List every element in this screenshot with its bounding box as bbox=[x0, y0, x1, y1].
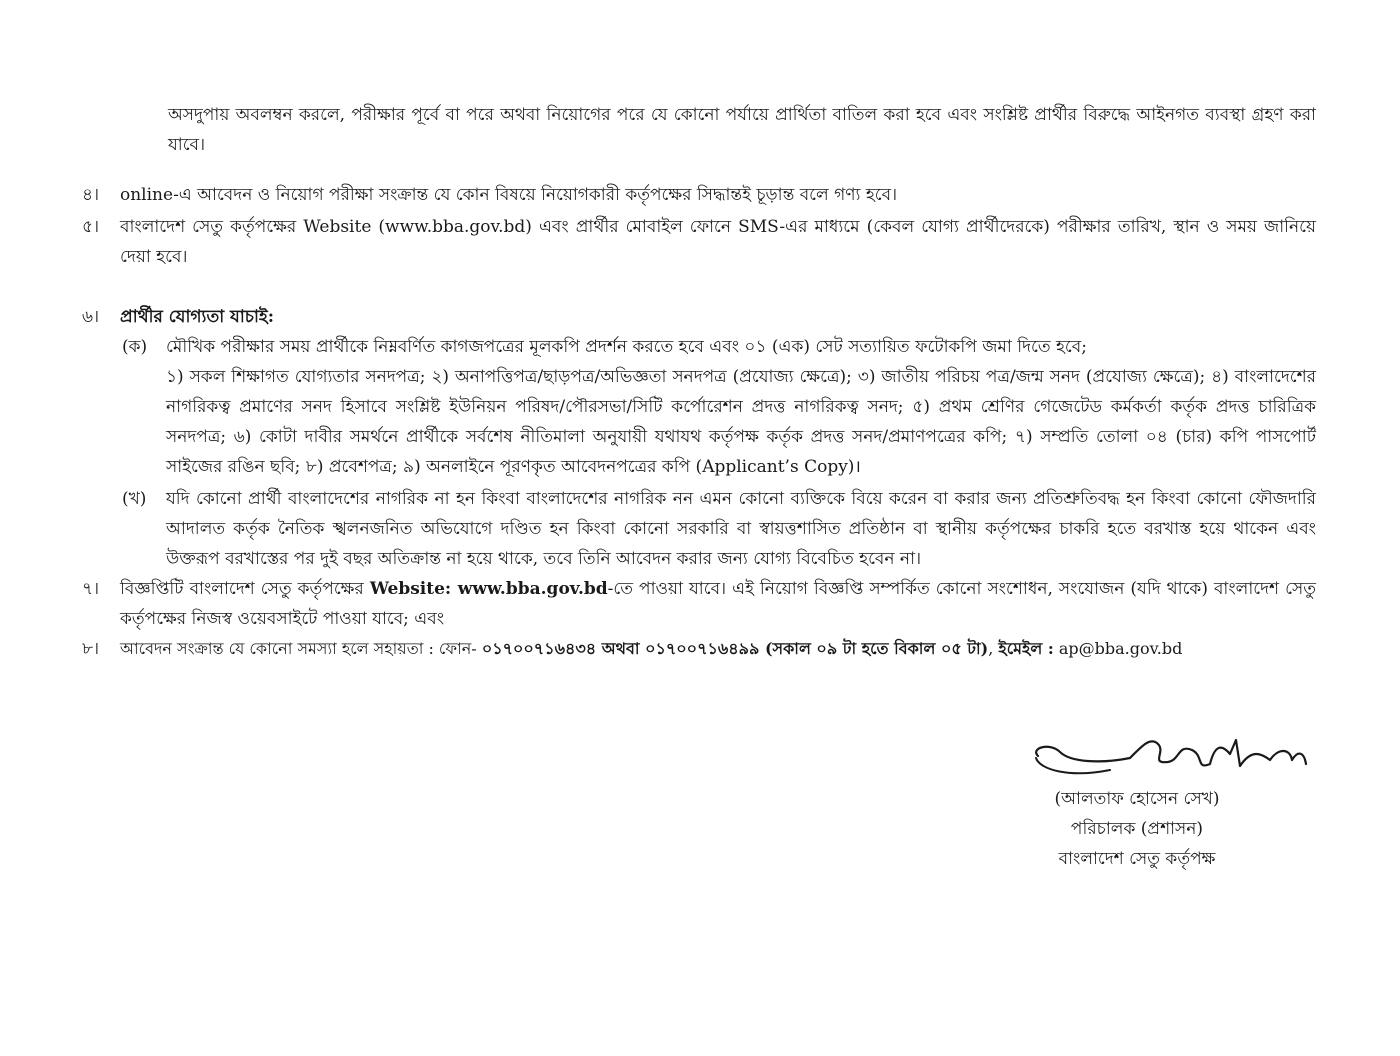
item-4-number: ৪। bbox=[82, 185, 100, 205]
item-8-text-a: আবেদন সংক্রান্ত যে কোনো সমস্যা হলে সহায়তা : ফোন- bbox=[120, 639, 482, 658]
item-6-heading: প্রার্থীর যোগ্যতা যাচাই: bbox=[120, 307, 275, 327]
item-7-website: Website: www.bba.gov.bd bbox=[369, 579, 608, 599]
item-5-number: ৫। bbox=[82, 217, 100, 237]
item-5-text: বাংলাদেশ সেতু কর্তৃপক্ষের Website (www.bba.gov.bd) এবং প্রার্থীর মোবাইল ফোনে SMS-এর মাধ্যমে (কেবল যোগ্য প্রার্থীদেরকে) পরীক্ষার তারিখ, স্থান ও সময় জানিয়ে দেয়া হবে। bbox=[120, 217, 1316, 267]
signatory-office: বাংলাদেশ সেতু কর্তৃপক্ষ bbox=[1058, 849, 1216, 869]
sub-item-kha-text: যদি কোনো প্রার্থী বাংলাদেশের নাগরিক না হন কিংবা বাংলাদেশের নাগরিক নন এমন কোনো ব্যক্তিকে বিয়ে করেন বা করার জন্য প্রতিশ্রুতিবদ্ধ হন কিংবা কোনো ফৌজদারি আদালত কর্তৃক নৈতিক স্খলনজনিত অভিযোগে দণ্ডিত হন কিংবা কোনো সরকারি বা স্বায়ত্তশাসিত প্রতিষ্ঠান বা স্থানীয় কর্তৃপক্ষের চাকরি হতে বরখাস্ত হয়ে থাকেন এবং উক্তরূপ বরখাস্তের পর দুই বছর অতিক্রান্ত না হয়ে থাকে, তবে তিনি আবেদন করার জন্য যোগ্য বিবেচিত হবেন না। bbox=[166, 489, 1316, 569]
item-7-text-c: -তে পাওয়া যাবে। এই নিয়োগ বিজ্ঞপ্তি সম্পর্কিত কোনো সংশোধন, সংযোজন (যদি থাকে) বাংলাদেশ সেতু কর্তৃপক্ষের নিজস্ব ওয়েবসাইটে পাওয়া যাবে; এবং bbox=[120, 579, 1317, 629]
item-4-text: online-এ আবেদন ও নিয়োগ পরীক্ষা সংক্রান্ত যে কোন বিষয়ে নিয়োগকারী কর্তৃপক্ষের সিদ্ধান্তই চূড়ান্ত বলে গণ্য হবে। bbox=[120, 185, 898, 205]
handwritten-signature bbox=[1000, 718, 1340, 788]
item-8-email-label: ইমেইল : bbox=[998, 639, 1054, 658]
sub-item-ka-label: (ক) bbox=[122, 337, 148, 357]
item-8-text-c: , bbox=[988, 639, 999, 658]
item-7-number: ৭। bbox=[82, 579, 100, 599]
item-8-phones: ০১৭০০৭১৬৪৩৪ অথবা ০১৭০০৭১৬৪৯৯ (সকাল ০৯ টা হতে বিকাল ০৫ টা) bbox=[481, 639, 989, 658]
sub-item-ka-text: মৌখিক পরীক্ষার সময় প্রার্থীকে নিম্নবর্ণিত কাগজপত্রের মূলকপি প্রদর্শন করতে হবে এবং ০১ (এক) সেট সত্যায়িত ফটোকপি জমা দিতে হবে; bbox=[166, 337, 1087, 357]
item-6-number: ৬। bbox=[82, 307, 100, 327]
signatory-name: (আলতাফ হোসেন সেখ) bbox=[1054, 789, 1220, 809]
item-8-number: ৮। bbox=[82, 639, 100, 659]
signatory-designation: পরিচালক (প্রশাসন) bbox=[1070, 819, 1204, 839]
item-8-text bbox=[120, 634, 1316, 664]
item-7-text bbox=[120, 574, 1316, 634]
sub-item-kha-label: (খ) bbox=[122, 489, 147, 509]
item-8-email: ap@bba.gov.bd bbox=[1053, 639, 1183, 658]
intro-continuation: অসদুপায় অবলম্বন করলে, পরীক্ষার পূর্বে বা পরে অথবা নিয়োগের পরে যে কোনো পর্যায়ে প্রার্থিতা বাতিল করা হবে এবং সংশ্লিষ্ট প্রার্থীর বিরুদ্ধে আইনগত ব্যবস্থা গ্রহণ করা যাবে। bbox=[168, 105, 1316, 155]
item-7-text-a: বিজ্ঞপ্তিটি বাংলাদেশ সেতু কর্তৃপক্ষের bbox=[120, 579, 370, 599]
sub-item-ka-detail: ১) সকল শিক্ষাগত যোগ্যতার সনদপত্র; ২) অনাপত্তিপত্র/ছাড়পত্র/অভিজ্ঞতা সনদপত্র (প্রযোজ্য ক্ষেত্রে); ৩) জাতীয় পরিচয় পত্র/জন্ম সনদ (প্রযোজ্য ক্ষেত্রে); ৪) বাংলাদেশের নাগরিকত্ব প্রমাণের সনদ হিসাবে সংশ্লিষ্ট ইউনিয়ন পরিষদ/পৌরসভা/সিটি কর্পোরেশন প্রদত্ত নাগরিকত্ব সনদ; ৫) প্রথম শ্রেণির গেজেটেড কর্মকর্তা কর্তৃক প্রদত্ত চারিত্রিক সনদপত্র; ৬) কোটা দাবীর সমর্থনে প্রার্থীকে সর্বশেষ নীতিমালা অনুযায়ী যথাযথ কর্তৃপক্ষ কর্তৃক প্রদত্ত সনদ/প্রমাণপত্রের কপি; ৭) সম্প্রতি তোলা ০৪ (চার) কপি পাসপোর্ট সাইজের রঙিন ছবি; ৮) প্রবেশপত্র; ৯) অনলাইনে পূরণকৃত আবেদনপত্রের কপি (Applicant’s Copy)। bbox=[166, 367, 1316, 477]
